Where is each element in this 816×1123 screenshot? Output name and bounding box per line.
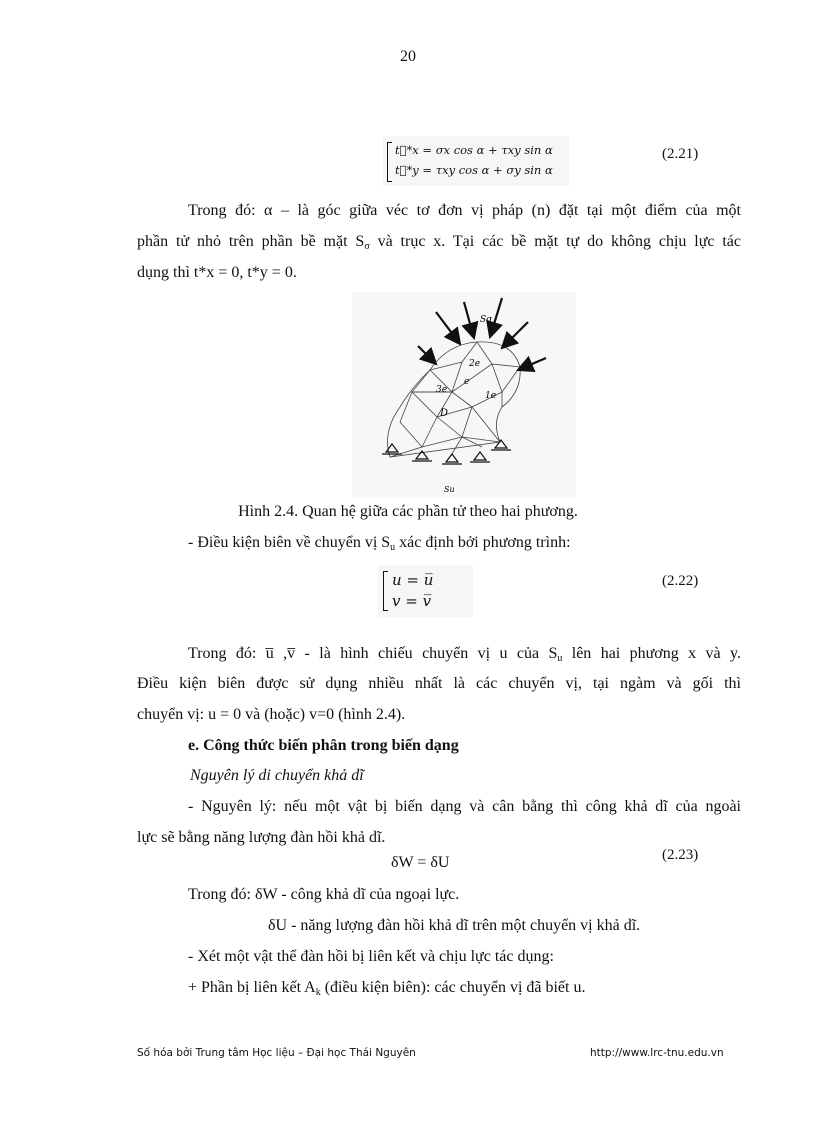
paragraph-1-line-3: dụng thì t*x = 0, t*y = 0. (137, 264, 297, 281)
equation-2-22 (378, 565, 473, 617)
paragraph-1-line-1: Trong đó: α – là góc giữa véc tơ đơn vị pháp (n) đặt tại một điểm của một (188, 202, 741, 219)
figure-2-4 (352, 292, 576, 498)
label-s-u: Su (444, 485, 455, 494)
equation-2-21-number: (2.21) (662, 146, 699, 162)
footer-link[interactable]: http://www.lrc-tnu.edu.vn (590, 1047, 724, 1059)
equation-2-21 (383, 136, 569, 186)
where-line-1: Trong đó: δW - công khả dĩ của ngoại lực. (188, 886, 460, 903)
equation-2-22-number: (2.22) (662, 573, 699, 589)
label-d: D (440, 408, 449, 419)
paragraph-1-line-2: phần tử nhỏ trên phần bề mặt $S_\sigma$ và trục x. Tại các bề mặt tự do không chịu lực tác (137, 233, 742, 252)
page-number: 20 (400, 48, 416, 65)
where-line-2: δU - năng lượng đàn hồi khả dĩ trên một chuyển vị khả dĩ. (268, 917, 641, 934)
equation-2-23-number: (2.23) (662, 847, 699, 863)
label-e: e (464, 377, 470, 387)
principle-line-1: - Nguyên lý: nếu một vật bị biến dạng và cân bằng thì công khả dĩ của ngoài (188, 798, 741, 815)
subheading-virtual-displacement: Nguyên lý di chuyển khả dĩ (190, 767, 364, 784)
mesh-diagram (352, 292, 576, 498)
mesh-elements (388, 342, 521, 457)
paragraph-2-line-1: Trong đó: u̅ ,v̅ - là hình chiếu chuyển vị u của $S_u$ lên hai phương x và y. (188, 645, 741, 664)
figure-caption: Hình 2.4. Quan hệ giữa các phần tử theo hai phương. (238, 503, 578, 520)
footer-left: Số hóa bởi Trung tâm Học liệu – Đại học Thái Nguyên (137, 1047, 416, 1059)
label-2e: 2e (469, 359, 481, 369)
supports (382, 440, 511, 464)
paragraph-2-line-2: Điều kiện biên được sử dụng nhiều nhất là các chuyển vị, tại ngàm và gối thì (137, 675, 741, 692)
equation-2-23: δW = δU (391, 854, 450, 871)
consider-line: - Xét một vật thể đàn hồi bị liên kết và chịu lực tác dụng: (188, 948, 554, 965)
boundary-condition-line: - Điều kiện biên về chuyển vị $S_u$ xác định bởi phương trình: (188, 534, 571, 553)
label-1e: 1e (485, 391, 497, 401)
load-arrows (418, 298, 546, 370)
principle-line-2: lực sẽ bằng năng lượng đàn hồi khả dĩ. (137, 829, 386, 846)
label-s-sigma: Sσ (480, 315, 493, 325)
equation-2-22-line2: v = v̅ (392, 592, 432, 610)
label-3e: 3e (436, 385, 448, 395)
equation-2-21-line2: t⃗*y = τxy cos α + σy sin α (395, 163, 553, 177)
equation-2-21-line1: t⃗*x = σx cos α + τxy sin α (395, 143, 553, 157)
equation-2-22-line1: u = u̅ (392, 571, 434, 589)
section-heading-e: e. Công thức biến phân trong biến dạng (188, 737, 459, 754)
part-a-line: + Phần bị liên kết $A_k$ (điều kiện biên): các chuyển vị đã biết u. (188, 979, 586, 998)
paragraph-2-line-3: chuyển vị: u = 0 và (hoặc) v=0 (hình 2.4). (137, 706, 406, 723)
